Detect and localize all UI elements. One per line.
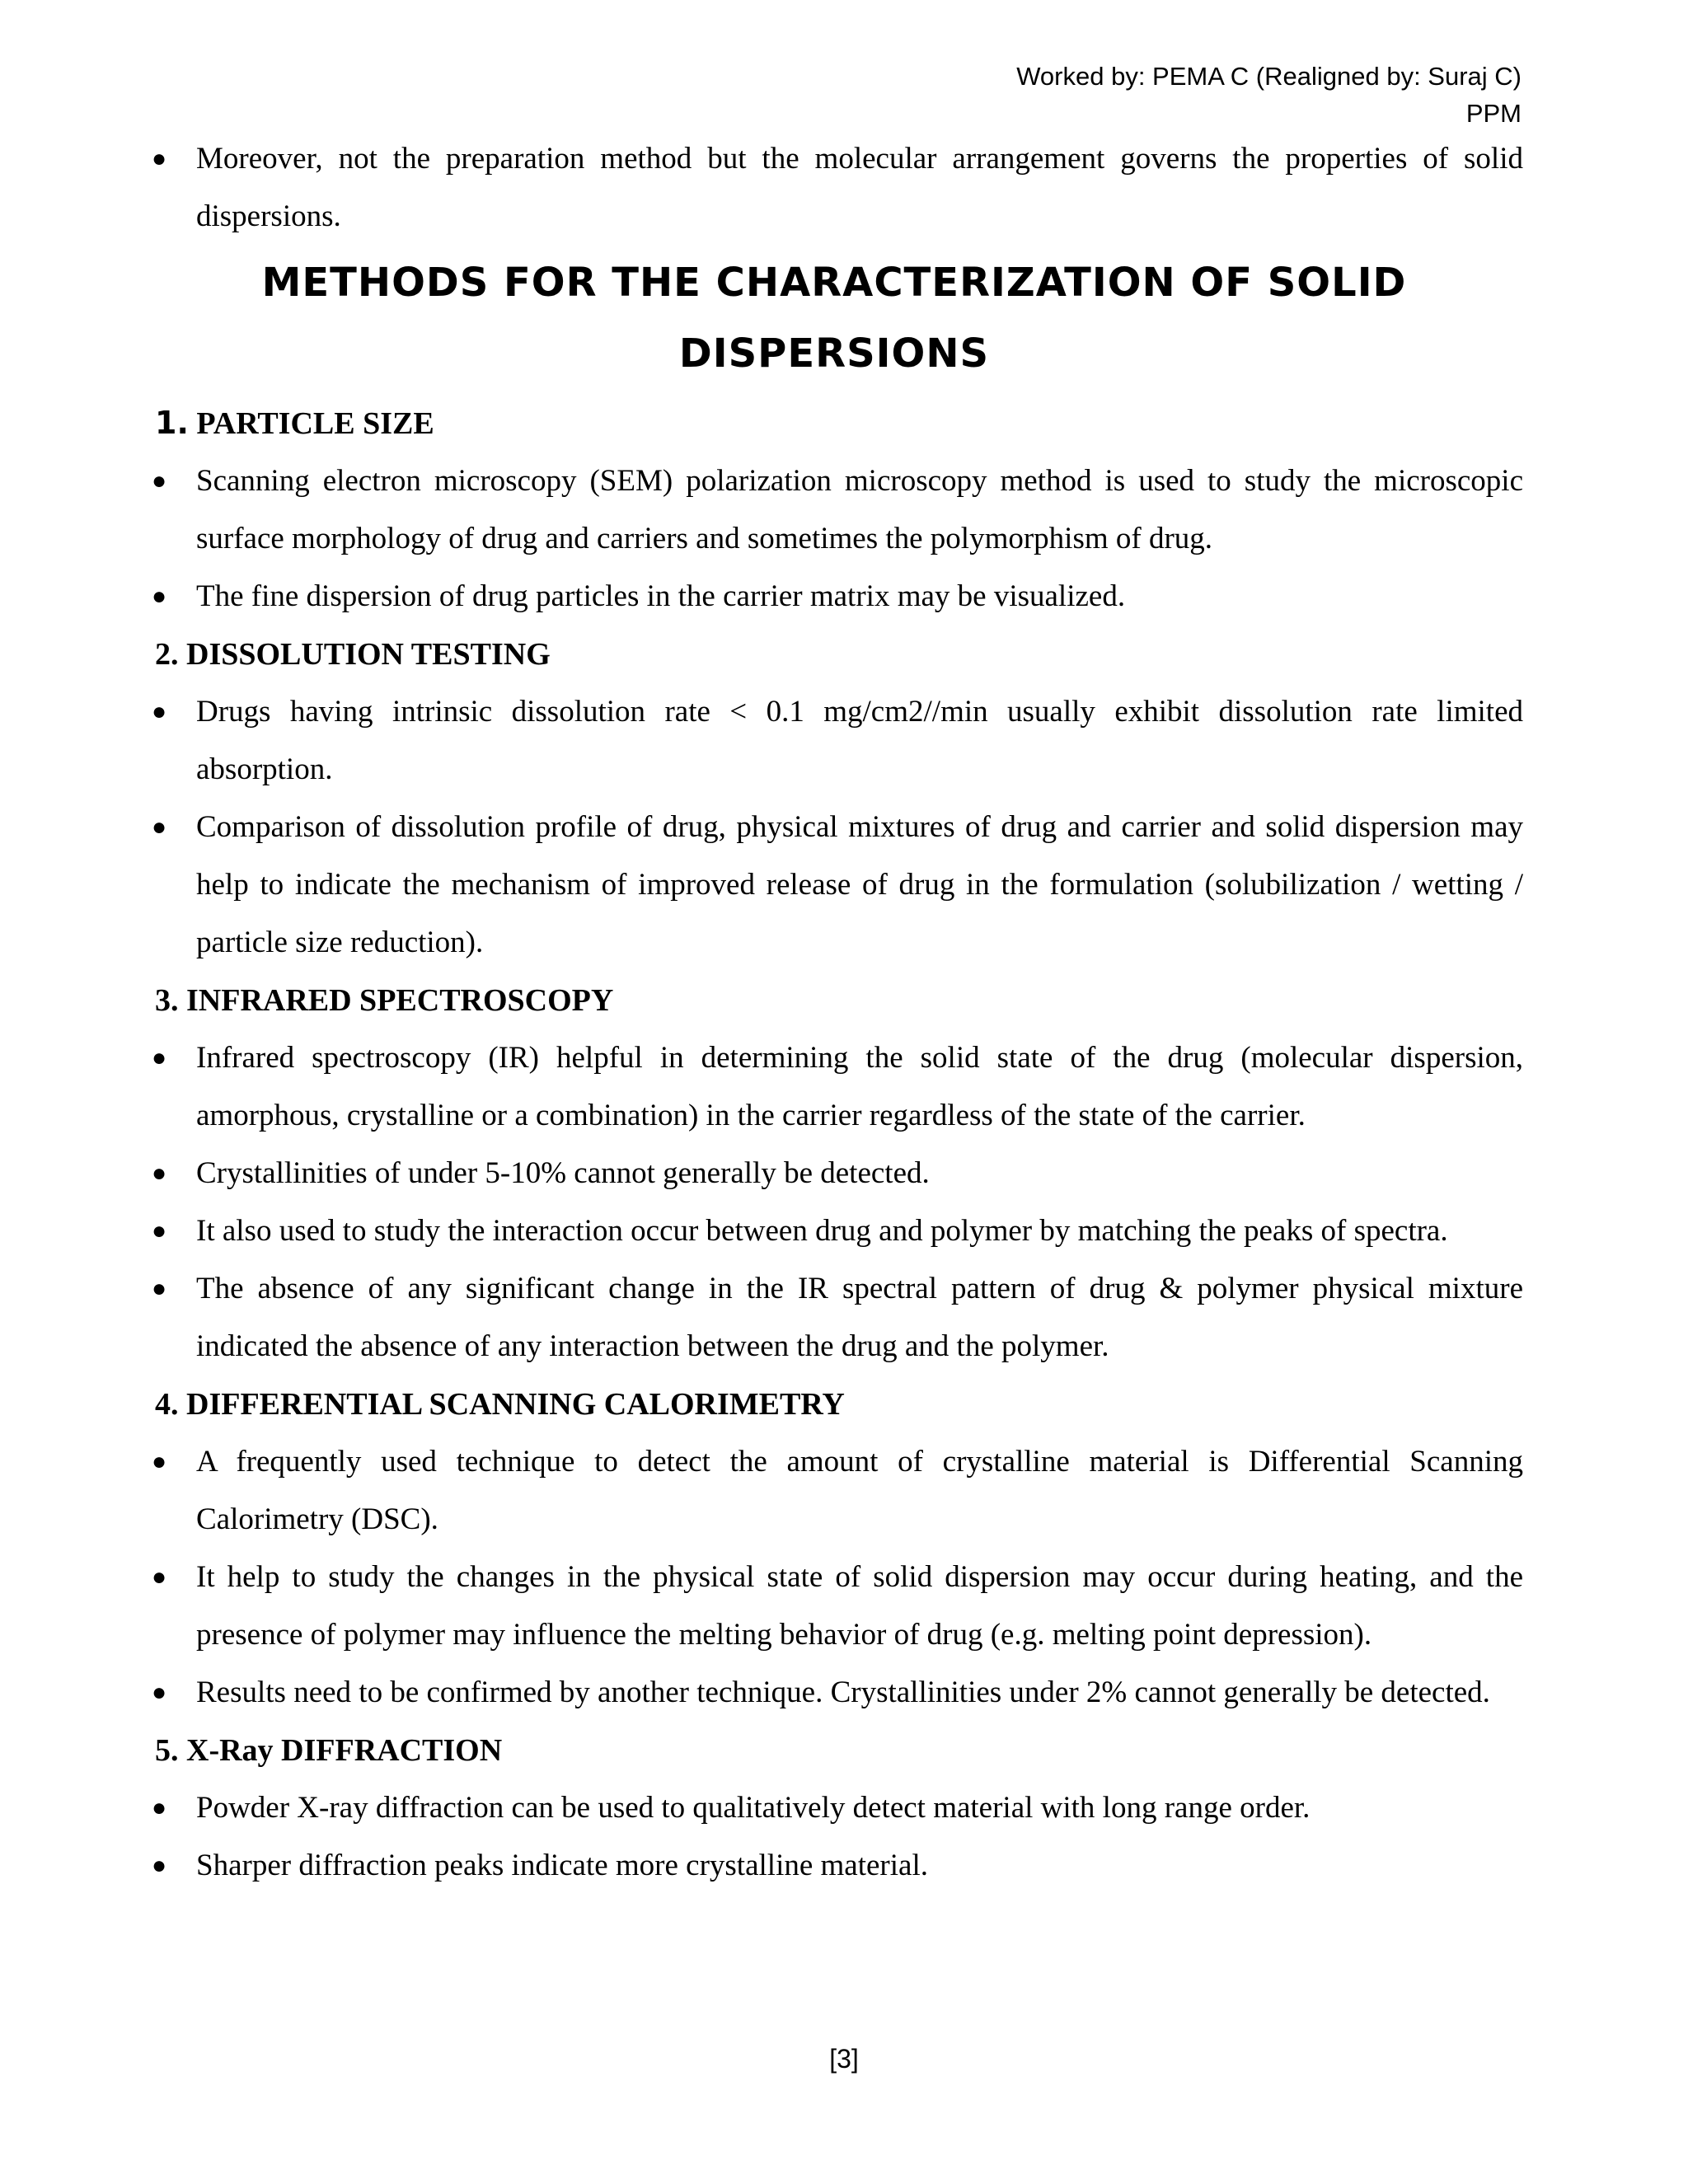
bullet-item (145, 1029, 1523, 1145)
section-title: X-Ray DIFFRACTION (186, 1733, 503, 1768)
bullet-icon: ● (152, 1563, 167, 1591)
bullet-text: It also used to study the interaction occur between drug and polymer by matching the peaks of spectra. (196, 1214, 1448, 1248)
bullet-icon: ● (152, 1679, 167, 1706)
section-particle-size (145, 394, 1523, 626)
bullet-item (145, 568, 1523, 626)
section-heading (145, 626, 1523, 683)
bullet-icon: ● (152, 467, 167, 494)
bullet-text: Scanning electron microscopy (SEM) polarization microscopy method is used to study the microscopic surface morphology of drug and carriers and sometimes the polymorphism of drug. (196, 464, 1523, 555)
bullet-icon: ● (152, 698, 167, 725)
page-number: [3] (829, 2044, 859, 2074)
bullet-icon: ● (152, 1852, 167, 1879)
bullet-text: Crystallinities of under 5-10% cannot generally be detected. (196, 1156, 930, 1190)
section-heading (145, 1376, 1523, 1433)
section-bullet-list (145, 1433, 1523, 1722)
bullet-text: Powder X-ray diffraction can be used to qualitatively detect material with long range order. (196, 1791, 1311, 1825)
bullet-text: The absence of any significant change in the IR spectral pattern of drug & polymer physical mixture indicated the absence of any interaction between the drug and the polymer. (196, 1272, 1523, 1363)
section-bullet-list (145, 683, 1523, 972)
intro-bullet-list (145, 130, 1523, 246)
bullet-icon: ● (152, 1217, 167, 1244)
bullet-text: Sharper diffraction peaks indicate more crystalline material. (196, 1849, 928, 1882)
bullet-item (145, 1779, 1523, 1837)
section-number: 2. (155, 637, 179, 672)
bullet-icon: ● (152, 1794, 167, 1821)
bullet-text: Comparison of dissolution profile of drug, physical mixtures of drug and carrier and solid dispersion may help to indicate the mechanism of improved release of drug in the formulation (solubilization / wetting / particle size reduction). (196, 810, 1523, 959)
bullet-text: Moreover, not the preparation method but the molecular arrangement governs the properties of solid dispersions. (196, 142, 1523, 233)
bullet-item (145, 1260, 1523, 1376)
bullet-item (145, 1433, 1523, 1549)
bullet-icon: ● (152, 813, 167, 841)
section-bullet-list (145, 1029, 1523, 1376)
section-title: DIFFERENTIAL SCANNING CALORIMETRY (186, 1387, 845, 1422)
header-author-line: Worked by: PEMA C (Realigned by: Suraj C) (1016, 62, 1522, 91)
section-differential-scanning-calorimetry (145, 1376, 1523, 1722)
bullet-item (145, 683, 1523, 799)
bullet-icon: ● (152, 1044, 167, 1071)
bullet-icon: ● (152, 1448, 167, 1475)
document-body (145, 130, 1523, 1895)
bullet-text: Drugs having intrinsic dissolution rate < 0.1 mg/cm2//min usually exhibit dissolution rate limited absorption. (196, 695, 1523, 786)
bullet-item (145, 1202, 1523, 1260)
section-bullet-list (145, 452, 1523, 626)
section-number: 3. (155, 983, 179, 1018)
section-heading (145, 394, 1523, 452)
bullet-icon: ● (152, 583, 167, 610)
bullet-item (145, 130, 1523, 246)
bullet-item (145, 452, 1523, 568)
bullet-item (145, 1145, 1523, 1202)
bullet-icon: ● (152, 1160, 167, 1187)
header-subject-line: PPM (1465, 99, 1522, 128)
bullet-icon: ● (152, 1275, 167, 1302)
bullet-text: Results need to be confirmed by another technique. Crystallinities under 2% cannot generally be detected. (196, 1675, 1490, 1709)
section-infrared-spectroscopy (145, 972, 1523, 1376)
section-bullet-list (145, 1779, 1523, 1895)
section-heading (145, 972, 1523, 1029)
bullet-item (145, 1837, 1523, 1895)
section-number: 5. (155, 1733, 179, 1768)
bullet-text: Infrared spectroscopy (IR) helpful in determining the solid state of the drug (molecular dispersion, amorphous, crystalline or a combination) in the carrier regardless of the state of the carrier. (196, 1041, 1523, 1132)
document-title: METHODS FOR THE CHARACTERIZATION OF SOLID DISPERSIONS (261, 260, 1407, 377)
page-header (1016, 58, 1522, 132)
bullet-item (145, 1664, 1523, 1722)
section-number: 1. (155, 405, 189, 441)
bullet-text: It help to study the changes in the physical state of solid dispersion may occur during heating, and the presence of polymer may influence the melting behavior of drug (e.g. melting point depression). (196, 1560, 1523, 1652)
bullet-text: A frequently used technique to detect the amount of crystalline material is Differential Scanning Calorimetry (DSC). (196, 1445, 1523, 1536)
section-number: 4. (155, 1387, 179, 1422)
bullet-text: The fine dispersion of drug particles in the carrier matrix may be visualized. (196, 579, 1126, 613)
bullet-item (145, 1549, 1523, 1664)
section-title: DISSOLUTION TESTING (186, 637, 551, 672)
section-title: INFRARED SPECTROSCOPY (186, 983, 614, 1018)
section-dissolution-testing (145, 626, 1523, 972)
section-title: PARTICLE SIZE (196, 406, 434, 441)
section-heading (145, 1722, 1523, 1779)
bullet-item (145, 799, 1523, 972)
section-x-ray-diffraction (145, 1722, 1523, 1895)
bullet-icon: ● (152, 145, 167, 172)
